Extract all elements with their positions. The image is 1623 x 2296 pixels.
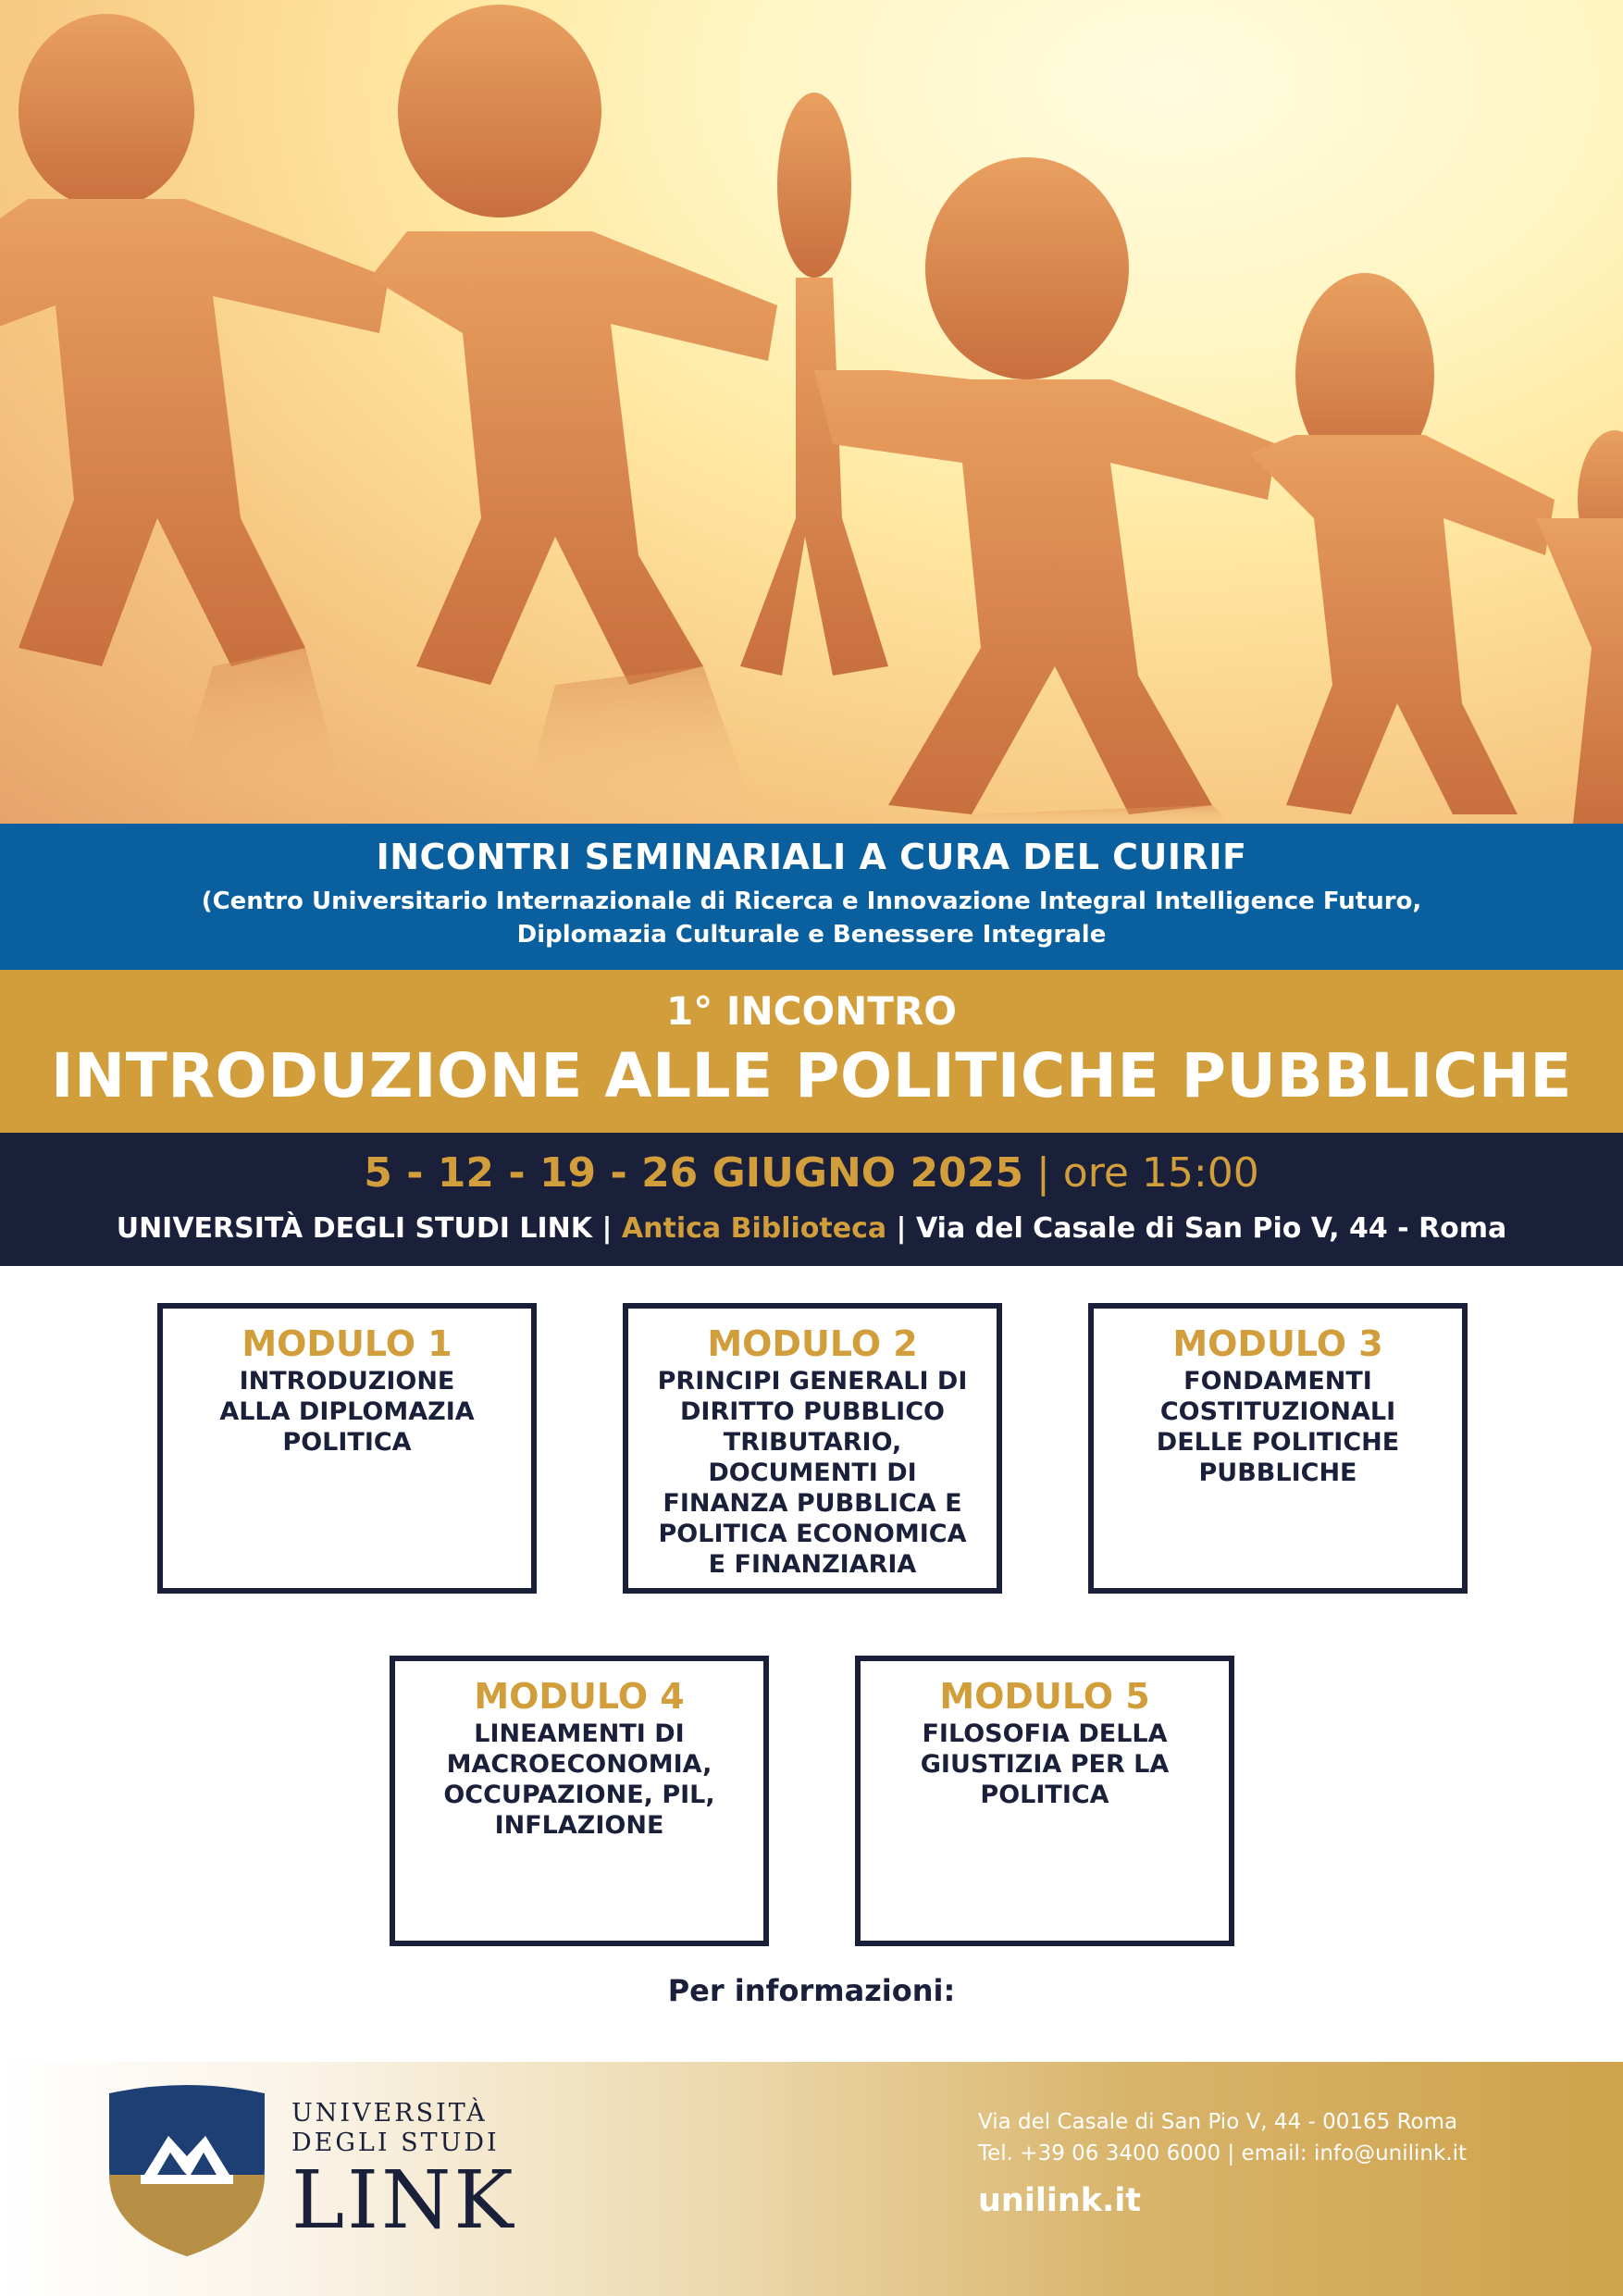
contact-phone-email[interactable]: Tel. +39 06 3400 6000 | email: info@unilink.it [978,2141,1468,2166]
meeting-number: 1° INCONTRO [666,988,957,1034]
module-description [1114,1366,1442,1488]
seminar-title: INCONTRI SEMINARIALI A CURA DEL CUIRIF [376,837,1247,877]
meeting-title: INTRODUZIONE ALLE POLITICHE PUBBLICHE [50,1040,1573,1111]
subtitle-line-1: (Centro Universitario Internazionale di Ricerca e Innovazione Integral Intelligence Futuro, [201,887,1422,915]
module-line: FONDAMENTI [1183,1367,1372,1396]
module-line: COSTITUZIONALI [1159,1397,1396,1426]
module-line: POLITICA ECONOMICA [658,1520,967,1548]
logo-line-1: UNIVERSITÀ [291,2099,488,2128]
module-card-1 [157,1303,537,1594]
module-title: MODULO 2 [707,1323,918,1364]
schedule-band [0,1133,1623,1266]
info-label: Per informazioni: [667,1973,956,2008]
module-line: LINEAMENTI DI [474,1719,685,1748]
module-description [415,1719,743,1841]
module-line: PRINCIPI GENERALI DI [657,1367,968,1396]
subtitle-line-2: Diplomazia Culturale e Benessere Integrale [516,921,1107,949]
venue-separator-1: | [601,1212,613,1245]
schedule-dates: 5 - 12 - 19 - 26 GIUGNO 2025 [364,1149,1023,1197]
contact-info [978,2106,1467,2219]
module-card-3 [1088,1303,1468,1594]
module-card-5 [855,1656,1234,1946]
paper-people-illustration [0,0,1623,824]
module-title: MODULO 5 [939,1676,1150,1717]
module-line: PUBBLICHE [1198,1458,1357,1487]
module-title: MODULO 3 [1172,1323,1383,1364]
module-description [183,1366,511,1458]
university-shield-icon [104,2082,270,2262]
module-line: DIRITTO PUBBLICO [680,1397,945,1426]
venue-room: Antica Biblioteca [621,1212,887,1245]
venue-address: Via del Casale di San Pio V, 44 - Roma [915,1212,1507,1245]
module-line: DELLE POLITICHE [1156,1428,1400,1457]
website-link[interactable]: unilink.it [978,2182,1142,2219]
schedule-line [0,1149,1623,1197]
module-line: INTRODUZIONE [239,1367,455,1396]
header-band [0,824,1623,970]
hero-image [0,0,1623,824]
module-line: DOCUMENTI DI [708,1458,917,1487]
venue-university: UNIVERSITÀ DEGLI STUDI LINK [116,1212,593,1245]
module-line: INFLAZIONE [494,1811,664,1840]
footer [0,2062,1623,2296]
venue-separator-2: | [896,1212,907,1245]
university-logo-text [291,2099,516,2247]
module-line: FILOSOFIA DELLA [922,1719,1168,1748]
module-line: OCCUPAZIONE, PIL, [443,1781,715,1809]
contact-address: Via del Casale di San Pio V, 44 - 00165 Roma [978,2110,1458,2134]
module-line: ALLA DIPLOMAZIA [219,1397,475,1426]
module-card-2 [623,1303,1002,1594]
module-line: POLITICA [980,1781,1109,1809]
module-title: MODULO 4 [474,1676,685,1717]
schedule-separator: | [1035,1149,1050,1197]
module-line: POLITICA [282,1428,412,1457]
module-card-4 [390,1656,769,1946]
venue-line [0,1212,1623,1245]
module-line: GIUSTIZIA PER LA [920,1750,1170,1779]
module-description [649,1366,976,1580]
meeting-band [0,970,1623,1133]
module-line: E FINANZIARIA [708,1550,917,1579]
module-line: TRIBUTARIO, [723,1428,902,1457]
module-title: MODULO 1 [242,1323,452,1364]
schedule-time: ore 15:00 [1062,1149,1259,1197]
logo-line-3: LINK [291,2154,516,2247]
module-line: FINANZA PUBBLICA E [663,1489,962,1518]
seminar-subtitle [111,885,1512,951]
module-description [881,1719,1208,1810]
logo-line-2: DEGLI STUDI [291,2128,500,2157]
module-line: MACROECONOMIA, [446,1750,712,1779]
